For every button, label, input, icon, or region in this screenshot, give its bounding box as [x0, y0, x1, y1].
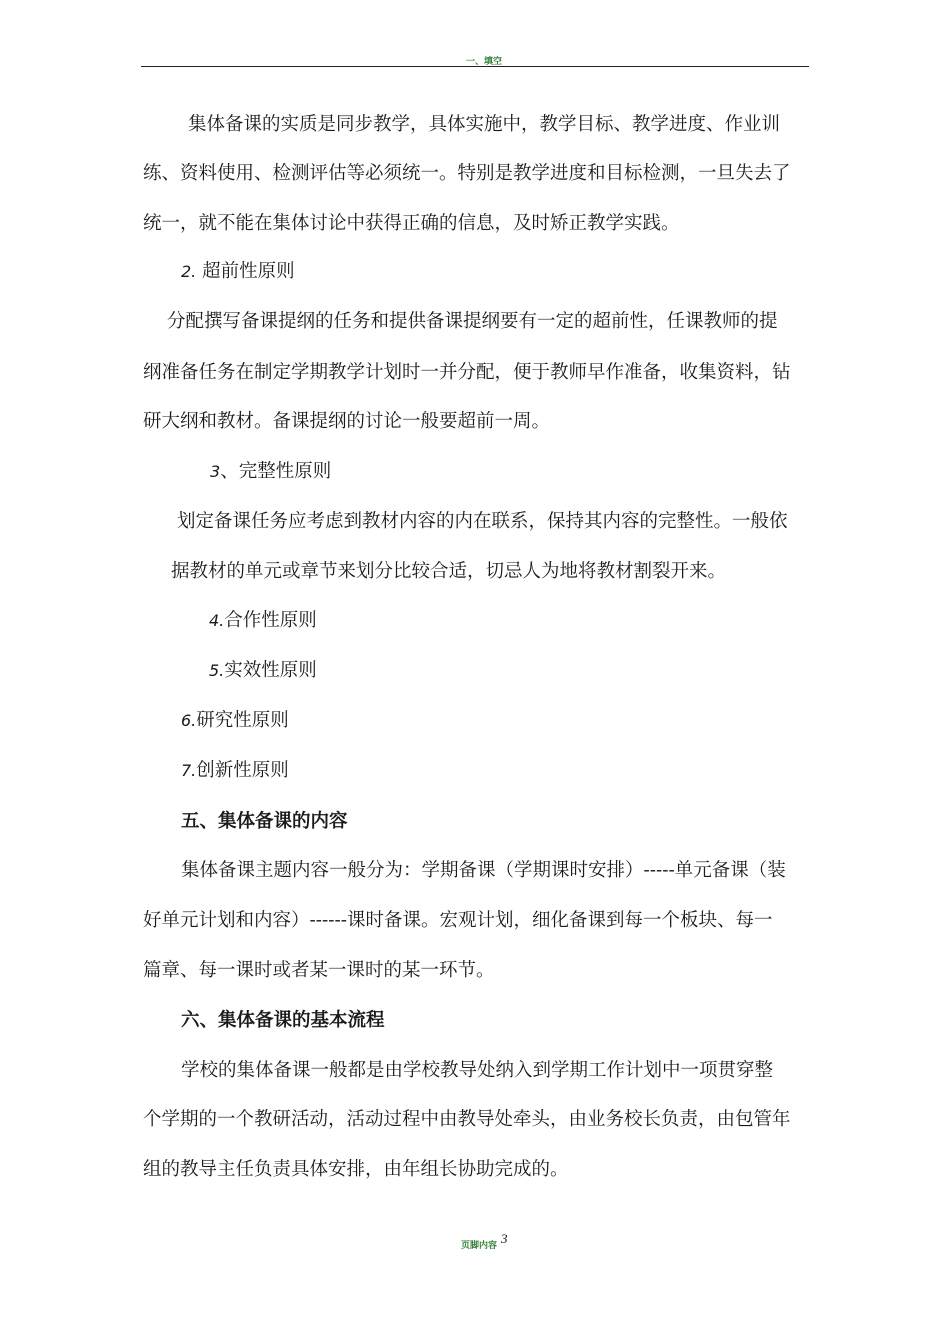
paragraph-line: 好单元计划和内容）------课时备课。宏观计划，细化备课到每一个板块、每一	[143, 910, 773, 931]
paragraph-line: 篇章、每一课时或者某一课时的某一环节。	[143, 960, 495, 981]
heading-principle-5	[209, 658, 317, 684]
paragraph-line: 统一，就不能在集体讨论中获得正确的信息，及时矫正教学实践。	[143, 213, 680, 234]
heading-principle-4	[209, 608, 317, 634]
header-rule	[141, 66, 809, 67]
paragraph-line: 划定备课任务应考虑到教材内容的内在联系，保持其内容的完整性。一般依	[177, 511, 788, 532]
paragraph-line: 学校的集体备课一般都是由学校教导处纳入到学期工作计划中一项贯穿整	[181, 1060, 774, 1081]
section-heading-process: 六、集体备课的基本流程	[181, 1010, 385, 1031]
header-text: 一、填空	[466, 57, 503, 67]
heading-principle-7	[181, 758, 289, 784]
principle-label: 创新性原则	[196, 760, 289, 781]
principle-number: 5.	[209, 661, 225, 680]
paragraph-line: 集体备课的实质是同步教学，具体实施中，教学目标、教学进度、作业训	[188, 114, 781, 135]
principle-label: 、完整性原则	[220, 461, 332, 482]
paragraph-line: 纲准备任务在制定学期教学计划时一并分配，便于教师早作准备，收集资料，钻	[143, 362, 791, 383]
principle-label: 实效性原则	[224, 660, 317, 681]
paragraph-line: 练、资料使用、检测评估等必须统一。特别是教学进度和目标检测，一旦失去了	[143, 163, 791, 184]
principle-label: 超前性原则	[196, 261, 295, 282]
heading-principle-6	[181, 708, 289, 734]
paragraph-line: 集体备课主题内容一般分为：学期备课（学期课时安排）-----单元备课（装	[181, 860, 786, 881]
principle-number: 2.	[181, 262, 197, 281]
page-number: 3	[501, 1231, 508, 1246]
paragraph-line: 分配撰写备课提纲的任务和提供备课提纲要有一定的超前性，任课教师的提	[167, 311, 778, 332]
section-heading-content: 五、集体备课的内容	[181, 811, 348, 832]
principle-number: 6.	[181, 711, 197, 730]
principle-number: 3	[210, 462, 221, 481]
footer-text: 页脚内容	[461, 1241, 498, 1251]
heading-principle-2	[181, 259, 295, 285]
paragraph-line: 研大纲和教材。备课提纲的讨论一般要超前一周。	[143, 411, 551, 432]
heading-principle-3	[210, 459, 331, 485]
principle-label: 合作性原则	[224, 610, 317, 631]
paragraph-line: 个学期的一个教研活动，活动过程中由教导处牵头，由业务校长负责，由包管年	[143, 1109, 791, 1130]
principle-label: 研究性原则	[196, 710, 289, 731]
paragraph-line: 据教材的单元或章节来划分比较合适，切忌人为地将教材割裂开来。	[171, 561, 727, 582]
principle-number: 7.	[181, 761, 197, 780]
paragraph-line: 组的教导主任负责具体安排，由年组长协助完成的。	[143, 1159, 569, 1180]
principle-number: 4.	[209, 611, 225, 630]
